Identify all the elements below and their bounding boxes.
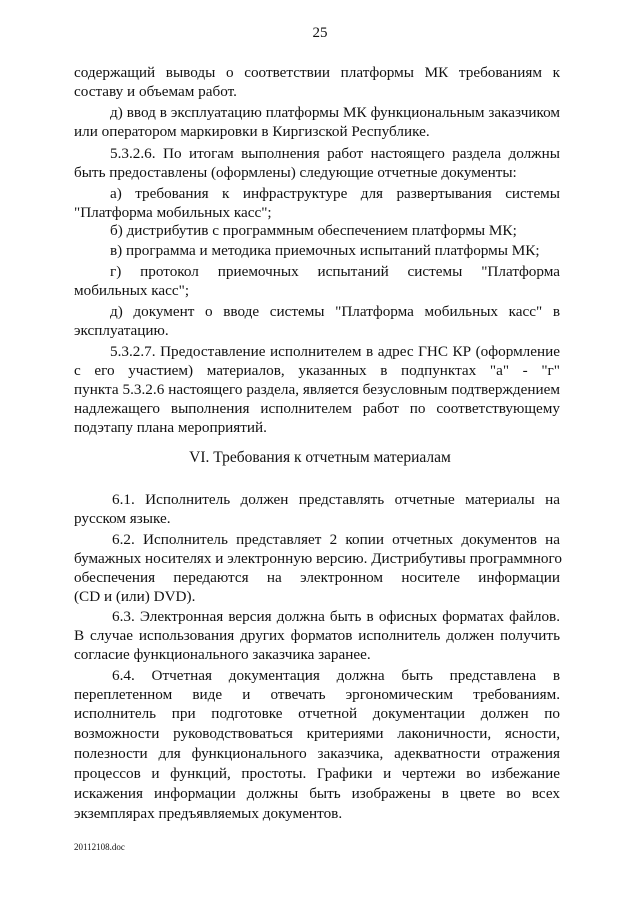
footer-filename: 20112108.doc	[74, 842, 125, 852]
text-line: г) протокол приемочных испытаний системы "Платформа	[110, 263, 560, 280]
text-line: а) требования к инфраструктуре для развертывания системы	[110, 185, 560, 202]
text-line: б) дистрибутив с программным обеспечением платформы МК;	[110, 222, 517, 239]
text-line: содержащий выводы о соответствии платформы МК требованиям к	[74, 64, 560, 81]
text-line: с его участием) материалов, указанных в подпунктах "а" - "г"	[74, 362, 560, 379]
text-line: надлежащего выполнения исполнителем работ по соответствующему	[74, 400, 560, 417]
text-line: процессов и функций, простоты. Графики и чертежи во избежание	[74, 765, 560, 782]
text-line: В случае использования других форматов исполнитель должен получить	[74, 627, 560, 644]
text-line: обеспечения передаются на электронном носителе информации	[74, 569, 560, 586]
text-line: русском языке.	[74, 510, 171, 527]
text-line: согласие функционального заказчика заранее.	[74, 646, 371, 663]
text-line: или оператором маркировки в Киргизской Республике.	[74, 123, 430, 140]
text-line: в) программа и методика приемочных испытаний платформы МК;	[110, 242, 540, 259]
text-line: искажения информации должны быть изображены в цвете во всех	[74, 785, 560, 802]
text-line: бумажных носителях и электронную версию. Дистрибутивы программного	[74, 550, 562, 567]
text-line: составу и объемам работ.	[74, 83, 237, 100]
text-line: 6.1. Исполнитель должен представлять отчетные материалы на	[112, 491, 560, 508]
text-line: полезности для функционального заказчика, адекватности отражения	[74, 745, 560, 762]
text-line: возможности руководствоваться критериями лаконичности, ясности,	[74, 725, 560, 742]
text-line: быть предоставлены (оформлены) следующие отчетные документы:	[74, 164, 517, 181]
page-number: 25	[312, 25, 328, 41]
text-line: д) документ о вводе системы "Платформа мобильных касс" в	[110, 303, 560, 320]
text-line: 5.3.2.6. По итогам выполнения работ настоящего раздела должны	[110, 145, 560, 162]
text-line: 5.3.2.7. Предоставление исполнителем в адрес ГНС КР (оформление	[110, 343, 560, 360]
text-line: переплетенном виде и отвечать эргономическим требованиям.	[74, 686, 560, 703]
section-heading: VI. Требования к отчетным материалам	[189, 449, 451, 466]
text-line: мобильных касс";	[74, 282, 190, 299]
text-line: подэтапу плана мероприятий.	[74, 419, 267, 436]
text-line: исполнитель при подготовке отчетной документации должен по	[74, 705, 560, 722]
text-line: (CD и (или) DVD).	[74, 588, 196, 605]
text-line: д) ввод в эксплуатацию платформы МК функциональным заказчиком	[110, 104, 560, 121]
text-line: пункта 5.3.2.6 настоящего раздела, является безусловным подтверждением	[74, 381, 560, 398]
text-line: экземплярах предъявляемых документов.	[74, 805, 343, 822]
text-line: 6.3. Электронная версия должна быть в офисных форматах файлов.	[112, 608, 560, 625]
text-line: эксплуатацию.	[74, 322, 169, 339]
text-line: 6.2. Исполнитель представляет 2 копии отчетных документов на	[112, 531, 560, 548]
text-line: 6.4. Отчетная документация должна быть представлена в	[112, 667, 560, 684]
text-line: "Платформа мобильных касс";	[74, 204, 272, 221]
